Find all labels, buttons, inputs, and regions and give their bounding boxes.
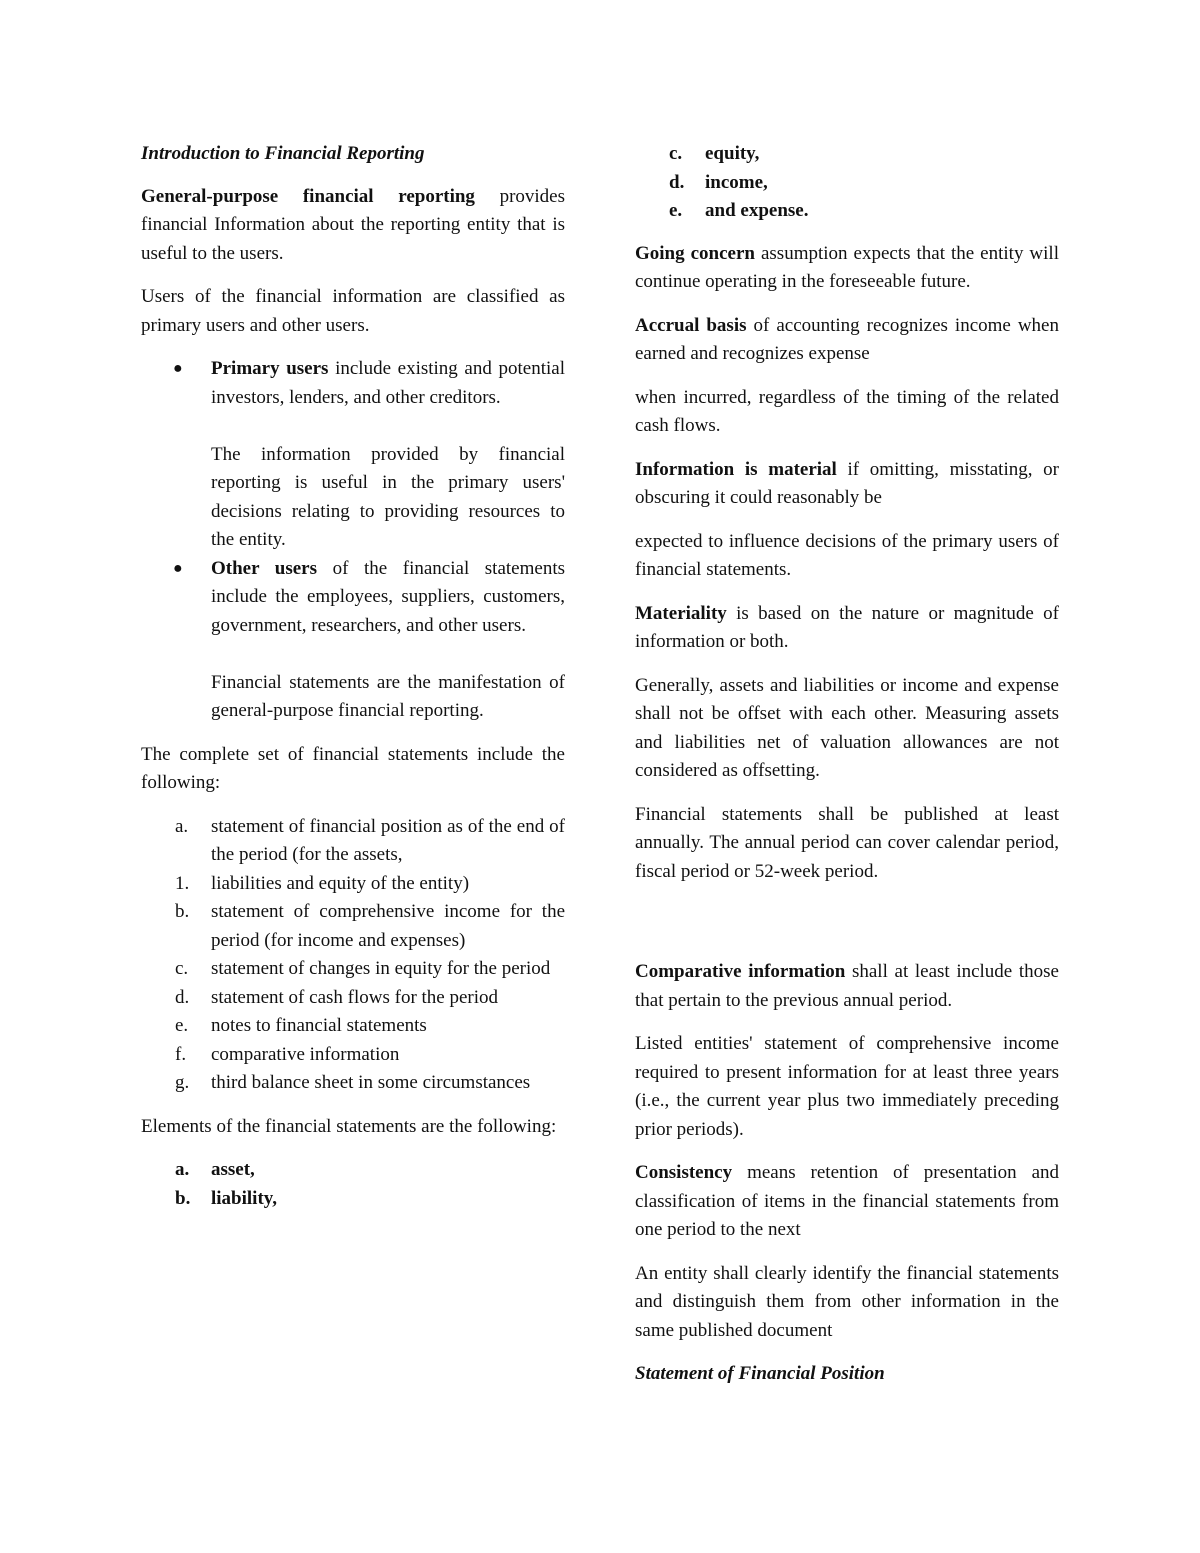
primary-users-desc: include existing and potential investors, lenders, and other creditors. <box>211 358 565 408</box>
list-text: third balance sheet in some circumstances <box>211 1072 531 1093</box>
bullet-icon: ● <box>173 360 183 377</box>
list-item <box>175 955 565 984</box>
other-users-desc: of the financial statements include the employees, suppliers, customers, government, researchers, and other users. <box>211 557 565 636</box>
list-text: asset, <box>211 1159 255 1180</box>
section-title: Statement of Financial Position <box>635 1363 885 1384</box>
list-label: f. <box>175 1043 187 1065</box>
primary-users-text <box>211 355 565 412</box>
list-text: comparative information <box>211 1043 400 1065</box>
bullet-other-users <box>173 555 565 726</box>
comparative-term: Comparative information <box>635 961 846 982</box>
publication-paragraph: Financial statements shall be published at least annually. The annual period can cover calendar period, fiscal period or 52-week period. <box>635 803 1059 882</box>
statements-list <box>141 813 565 1098</box>
list-item <box>175 984 565 1013</box>
consistency-text: means retention of presentation and classification of items in the financial statements from one period to the next <box>635 1162 1059 1240</box>
accrual-basis-term: Accrual basis <box>635 314 747 336</box>
going-concern-text: assumption expects that the entity will continue operating in the foreseeable future. <box>635 242 1059 292</box>
general-purpose-term: General-purpose financial reporting <box>141 185 475 207</box>
document-title: Introduction to Financial Reporting <box>141 143 425 164</box>
list-item <box>175 1185 565 1214</box>
right-column <box>635 140 1059 1403</box>
bullet-primary-users <box>173 355 565 555</box>
going-concern-paragraph <box>635 240 1059 297</box>
list-label: c. <box>175 958 189 979</box>
list-label: c. <box>669 143 683 164</box>
list-item <box>175 1069 565 1098</box>
list-item <box>669 169 1059 198</box>
going-concern-term: Going concern <box>635 242 755 264</box>
list-text: liability, <box>211 1187 277 1209</box>
list-item <box>175 813 565 870</box>
list-label: e. <box>669 200 683 221</box>
general-purpose-paragraph <box>141 183 565 269</box>
users-paragraph: Users of the financial information are classified as primary users and other users. <box>141 286 565 336</box>
list-item <box>175 1041 565 1070</box>
comparative-paragraph <box>635 958 1059 1015</box>
primary-users-term: Primary users <box>211 358 329 379</box>
identify-paragraph: An entity shall clearly identify the financial statements and distinguish them from other information in the same published document <box>635 1262 1059 1341</box>
other-users-subparagraph: Financial statements are the manifestation of general-purpose financial reporting. <box>211 671 565 721</box>
list-label: d. <box>175 986 190 1008</box>
complete-set-paragraph: The complete set of financial statements include the following: <box>141 743 565 793</box>
elements-paragraph: Elements of the financial statements are the following: <box>141 1115 557 1137</box>
spacer <box>635 901 1059 958</box>
accrual-basis-paragraph <box>635 312 1059 369</box>
other-users-term: Other users <box>211 557 317 579</box>
material-term: Information is material <box>635 458 837 480</box>
list-label: b. <box>175 901 190 922</box>
material-continued: expected to influence decisions of the primary users of financial statements. <box>635 530 1059 580</box>
list-label: g. <box>175 1072 190 1093</box>
comparative-text: shall at least include those that pertain to the previous annual period. <box>635 961 1059 1011</box>
list-text: notes to financial statements <box>211 1015 427 1036</box>
list-label: a. <box>175 1159 190 1180</box>
general-purpose-text: provides financial Information about the reporting entity that is useful to the users. <box>141 185 565 264</box>
list-label: b. <box>175 1187 191 1209</box>
material-text: if omitting, misstating, or obscuring it could reasonably be <box>635 458 1059 508</box>
consistency-term: Consistency <box>635 1162 733 1183</box>
primary-users-subparagraph: The information provided by financial reporting is useful in the primary users' decisions relating to providing resources to the entity. <box>211 443 565 550</box>
list-label: 1. <box>175 872 190 894</box>
list-text: statement of comprehensive income for the period (for income and expenses) <box>211 901 565 951</box>
list-item <box>175 1012 565 1041</box>
list-item <box>175 898 565 955</box>
list-text: income, <box>705 171 768 193</box>
materiality-term: Materiality <box>635 602 727 624</box>
list-text: equity, <box>705 143 760 164</box>
list-label: e. <box>175 1015 189 1036</box>
list-text: statement of changes in equity for the period <box>211 958 551 979</box>
list-text: statement of financial position as of the end of the period (for the assets, <box>211 815 565 865</box>
other-users-text <box>211 555 565 641</box>
accrual-basis-text: of accounting recognizes income when earned and recognizes expense <box>635 314 1059 364</box>
list-text: and expense. <box>705 200 809 221</box>
list-item <box>669 197 1059 226</box>
users-bullet-list <box>141 355 565 726</box>
bullet-icon: ● <box>173 559 183 577</box>
listed-entities-paragraph: Listed entities' statement of comprehensive income required to present information for at least three years (i.e., the current year plus two immediately preceding prior periods). <box>635 1033 1059 1140</box>
list-text: liabilities and equity of the entity) <box>211 872 470 894</box>
offsetting-paragraph: Generally, assets and liabilities or income and expense shall not be offset with each other. Measuring assets and liabilities net of valuation allowances are not considered as offsetting. <box>635 674 1059 781</box>
left-column <box>141 140 565 1228</box>
list-item <box>669 140 1059 169</box>
list-item <box>175 870 565 899</box>
list-text: statement of cash flows for the period <box>211 986 499 1008</box>
list-label: d. <box>669 171 685 193</box>
elements-list <box>141 1156 565 1213</box>
material-paragraph <box>635 456 1059 513</box>
materiality-text: is based on the nature or magnitude of information or both. <box>635 602 1059 652</box>
accrual-basis-continued: when incurred, regardless of the timing of the related cash flows. <box>635 386 1059 436</box>
consistency-paragraph <box>635 1159 1059 1245</box>
materiality-paragraph <box>635 600 1059 657</box>
elements-list-continued <box>635 140 1059 226</box>
list-item <box>175 1156 565 1185</box>
list-label: a. <box>175 815 189 837</box>
